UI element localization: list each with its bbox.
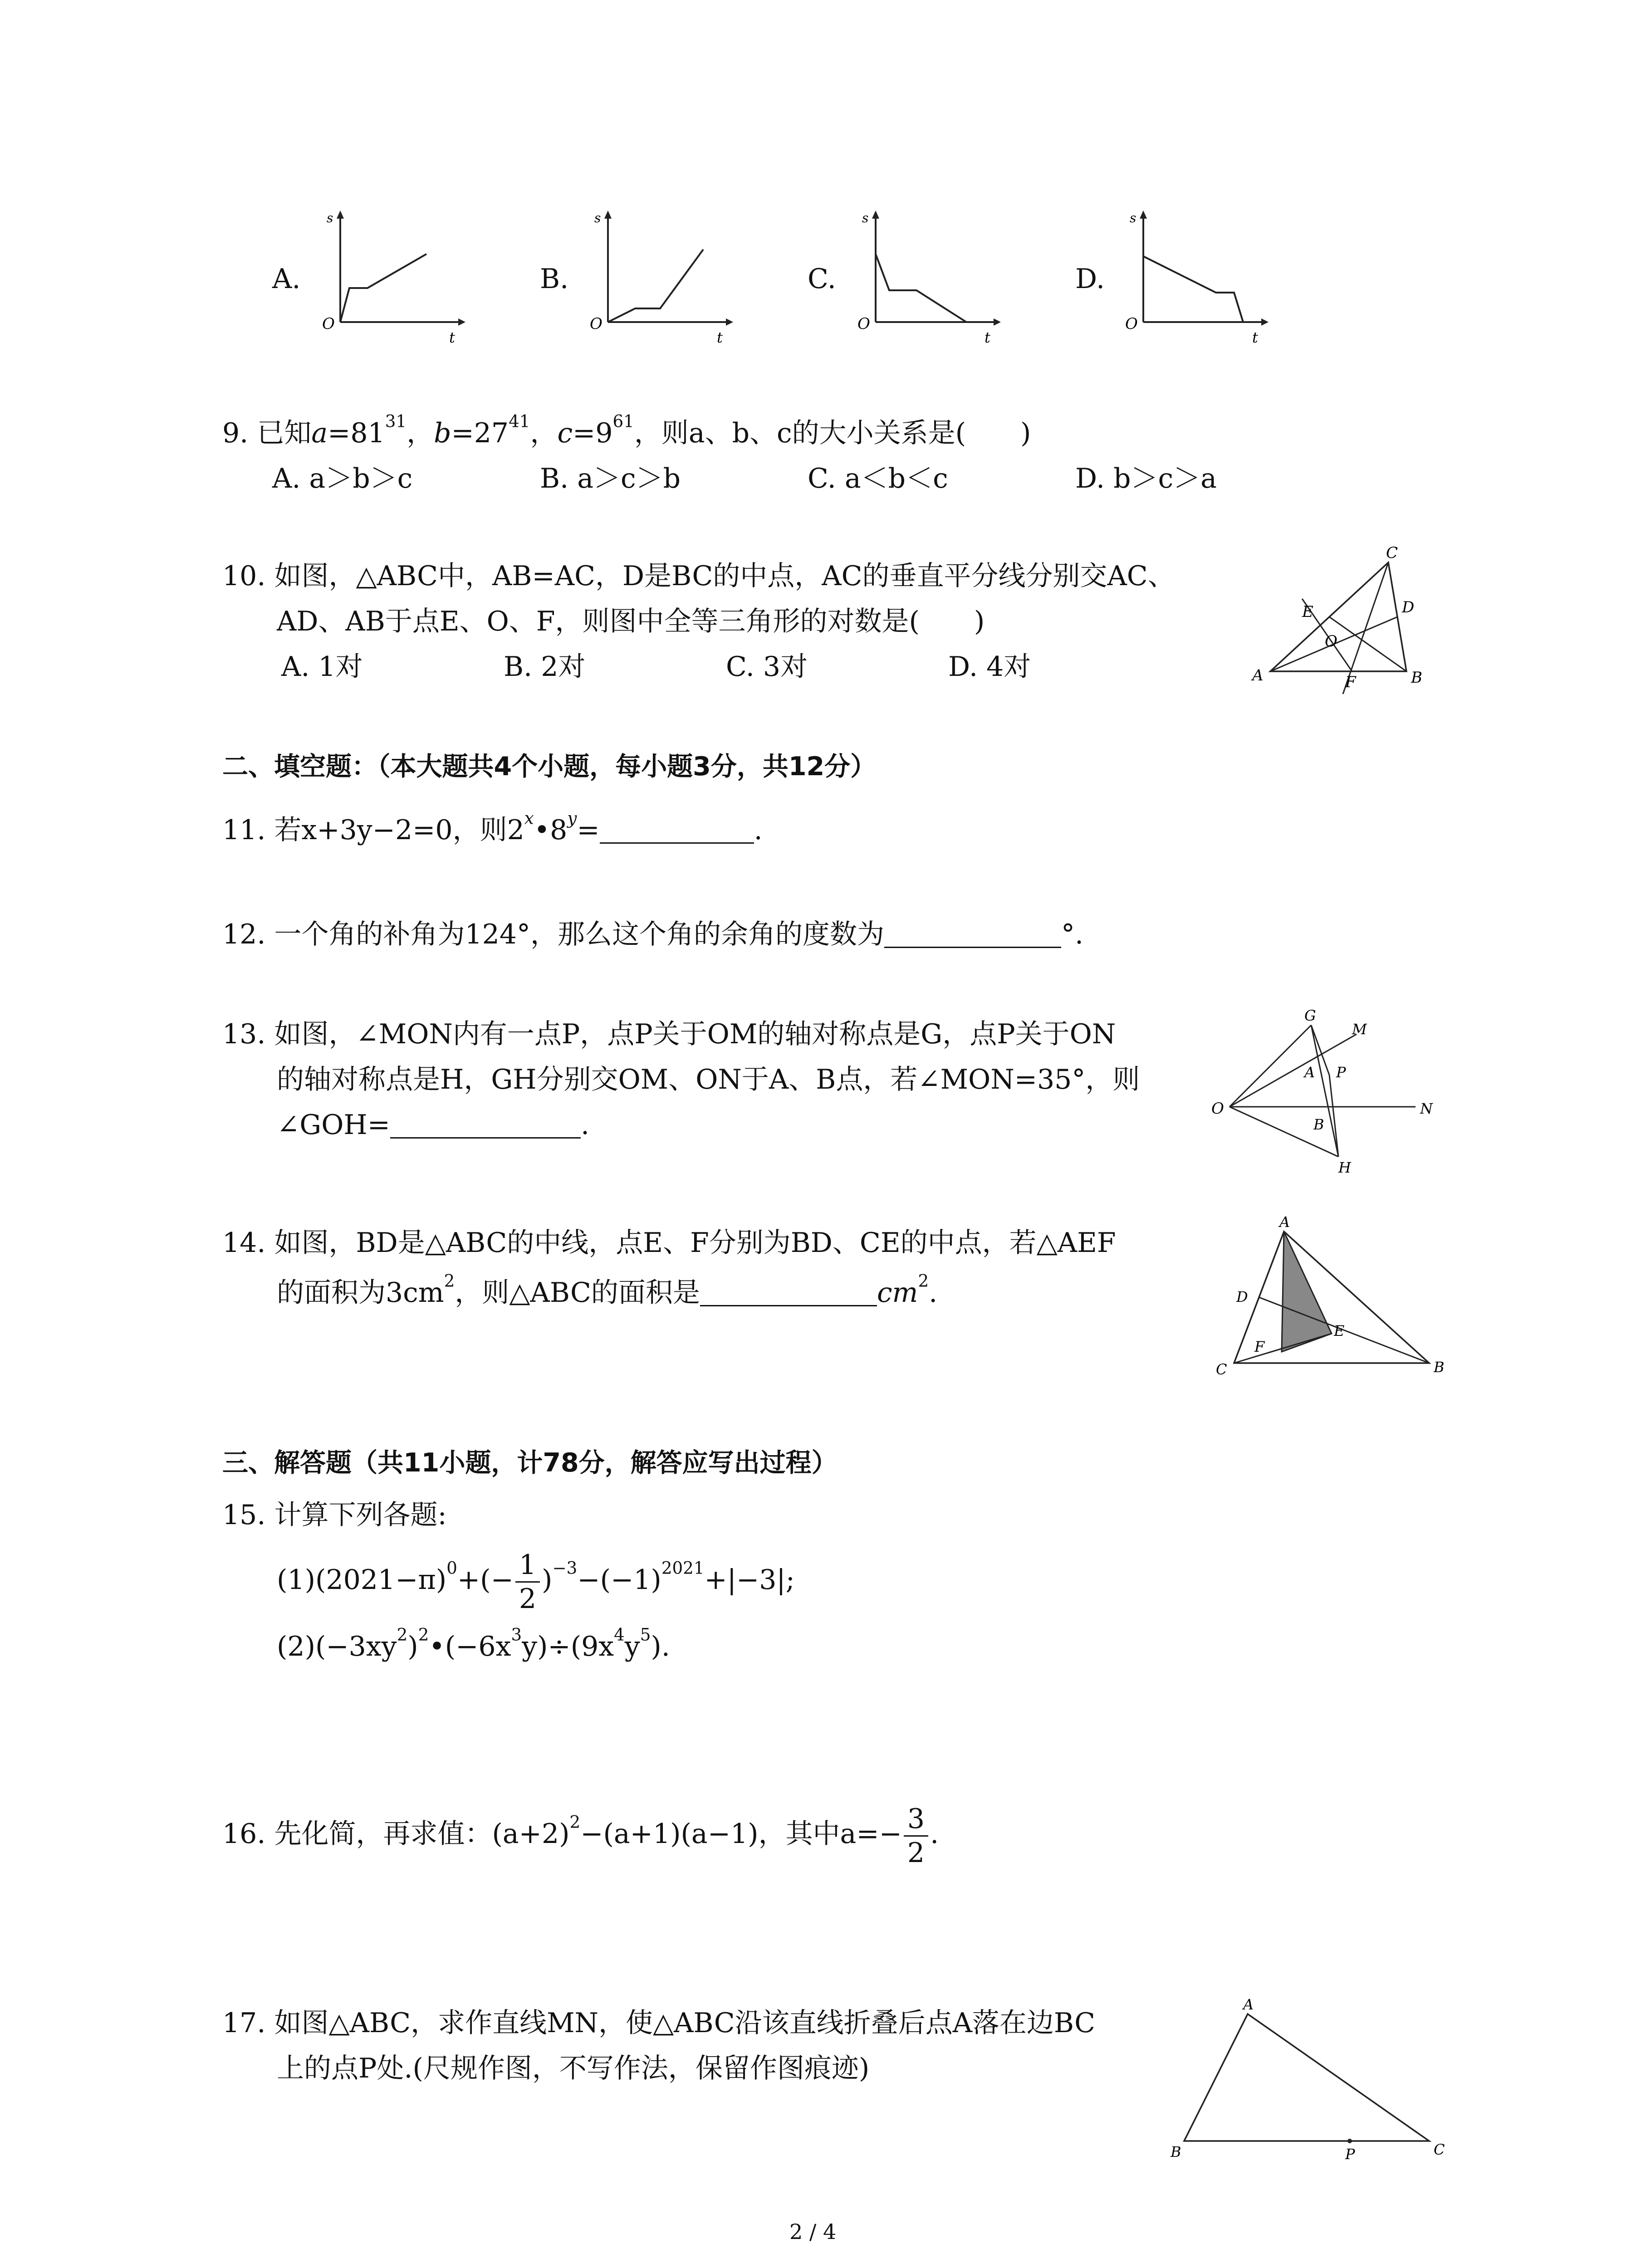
q14-label-e: E bbox=[1334, 1322, 1345, 1339]
q9-option-d: D. b＞c＞a bbox=[1075, 463, 1217, 494]
axis-t-label: t bbox=[717, 329, 723, 346]
q13-label-m: M bbox=[1352, 1021, 1367, 1038]
q13-stem-line1: 13. 如图，∠MON内有一点P，点P关于OM的轴对称点是G，点P关于ON bbox=[222, 1018, 1116, 1050]
q14-label-f: F bbox=[1254, 1338, 1265, 1355]
q9-option-b: B. a＞c＞b bbox=[540, 463, 681, 494]
q17-label-b: B bbox=[1171, 2143, 1181, 2160]
fraction: $\frac{3}{2}$ bbox=[904, 1805, 928, 1867]
q10-stem-line1: 10. 如图，△ABC中，AB=AC，D是BC的中点，AC的垂直平分线分别交AC、 bbox=[222, 560, 1175, 592]
q15-title: 15. 计算下列各题: bbox=[222, 1499, 447, 1531]
axis-t-label: t bbox=[1252, 329, 1258, 346]
section3-heading: 三、解答题（共11小题，计78分，解答应写出过程） bbox=[222, 1448, 838, 1478]
q14-label-c: C bbox=[1216, 1361, 1227, 1378]
q14-label-b: B bbox=[1434, 1359, 1445, 1376]
q15-part1: $(1)(2021-\pi)^0+(-$ $\frac{1}{2}$ )$^{-3}-(-1)^{2021}+|-3|$; bbox=[277, 1549, 795, 1615]
q17-figure bbox=[1166, 1996, 1456, 2168]
q13-figure bbox=[1207, 1007, 1452, 1179]
q10-label-d: D bbox=[1402, 598, 1415, 616]
q8-option-d-label: D. bbox=[1075, 263, 1105, 295]
q10-option-a: A. 1对 bbox=[281, 651, 363, 683]
q14-figure bbox=[1193, 1216, 1447, 1388]
q13-stem-line3: ∠GOH= . bbox=[277, 1109, 590, 1141]
q12-answer-blank[interactable] bbox=[884, 919, 1061, 948]
q13-label-o: O bbox=[1211, 1100, 1224, 1118]
q15-part2: $(2)(-3xy^2)^2•(-6x^3y)\div(9x^4y^5)$. bbox=[277, 1624, 670, 1662]
q14-stem-line1: 14. 如图，BD是△ABC的中线，点E、F分别为BD、CE的中点，若△AEF bbox=[222, 1227, 1116, 1259]
q10-label-f: F bbox=[1345, 673, 1356, 691]
q13-answer-blank[interactable] bbox=[390, 1110, 581, 1139]
q9-option-c: C. a＜b＜c bbox=[808, 463, 948, 494]
q8-option-b-label: B. bbox=[540, 263, 569, 295]
q13-label-h: H bbox=[1338, 1159, 1351, 1176]
q11-answer-blank[interactable] bbox=[600, 815, 754, 844]
origin-label: O bbox=[590, 315, 603, 333]
q10-label-a: A bbox=[1252, 666, 1264, 684]
axis-t-label: t bbox=[985, 329, 990, 346]
q14-answer-blank[interactable] bbox=[700, 1278, 877, 1306]
page-number: 2 / 4 bbox=[789, 2219, 837, 2244]
q16-stem: 16. 先化简，再求值：$(a+2)^2-(a+1)(a-1)$，其中a=− $\frac{3}{2}$ . bbox=[222, 1803, 939, 1869]
origin-label: O bbox=[322, 315, 335, 333]
q8-graph-b bbox=[581, 204, 735, 349]
axis-s-label: s bbox=[1130, 210, 1136, 225]
q12-stem: 12. 一个角的补角为124°，那么这个角的余角的度数为 °. bbox=[222, 919, 1084, 950]
q8-option-a-label: A. bbox=[272, 263, 301, 295]
q14-label-a: A bbox=[1279, 1216, 1290, 1231]
q9-option-a: A. a＞b＞c bbox=[272, 463, 413, 494]
axis-s-label: s bbox=[862, 210, 869, 225]
q13-label-p: P bbox=[1336, 1064, 1346, 1081]
q10-label-o: O bbox=[1325, 632, 1337, 650]
q13-label-b: B bbox=[1313, 1116, 1324, 1133]
q17-label-a: A bbox=[1243, 1996, 1254, 2013]
q13-label-a: A bbox=[1304, 1064, 1315, 1081]
q17-stem-line2: 上的点P处.(尺规作图，不写作法，保留作图痕迹) bbox=[277, 2053, 870, 2084]
q17-label-c: C bbox=[1434, 2141, 1445, 2158]
origin-label: O bbox=[857, 315, 870, 333]
q11-stem: 11. 若x+3y−2=0，则$2^x•8^y=$ . bbox=[222, 808, 763, 846]
q8-graph-d bbox=[1116, 204, 1270, 349]
q8-graph-c bbox=[848, 204, 1003, 349]
section2-heading: 二、填空题：（本大题共4个小题，每小题3分，共12分） bbox=[222, 752, 877, 782]
q10-option-b: B. 2对 bbox=[504, 651, 586, 683]
q13-label-n: N bbox=[1420, 1100, 1433, 1117]
origin-label: O bbox=[1125, 315, 1138, 333]
q13-stem-line2: 的轴对称点是H，GH分别交OM、ON于A、B点，若∠MON=35°，则 bbox=[277, 1064, 1140, 1095]
q10-figure bbox=[1243, 544, 1461, 708]
axis-s-label: s bbox=[594, 210, 601, 225]
q17-label-p: P bbox=[1345, 2146, 1355, 2163]
q8-option-c-label: C. bbox=[808, 263, 836, 295]
axis-s-label: s bbox=[327, 210, 333, 225]
q8-graph-a bbox=[313, 204, 467, 349]
q17-stem-line1: 17. 如图△ABC，求作直线MN，使△ABC沿该直线折叠后点A落在边BC bbox=[222, 2007, 1096, 2039]
q10-option-c: C. 3对 bbox=[726, 651, 808, 683]
q10-label-c: C bbox=[1386, 544, 1398, 562]
q13-label-g: G bbox=[1304, 1007, 1316, 1024]
q10-stem-line2: AD、AB于点E、O、F，则图中全等三角形的对数是( ) bbox=[277, 606, 985, 637]
q14-label-d: D bbox=[1236, 1288, 1248, 1305]
q14-stem-line2: 的面积为$3cm^2$，则△ABC的面积是 $cm^2$. bbox=[277, 1271, 938, 1309]
q10-label-b: B bbox=[1411, 669, 1422, 687]
fraction: $\frac{1}{2}$ bbox=[515, 1551, 540, 1613]
q10-option-d: D. 4对 bbox=[948, 651, 1031, 683]
q10-label-e: E bbox=[1302, 603, 1313, 621]
axis-t-label: t bbox=[449, 329, 455, 346]
q9-stem: 9. 已知$a=81^{31}$，$b=27^{41}$，$c=9^{61}$，则a、b、c的大小关系是( ) bbox=[222, 411, 1031, 449]
